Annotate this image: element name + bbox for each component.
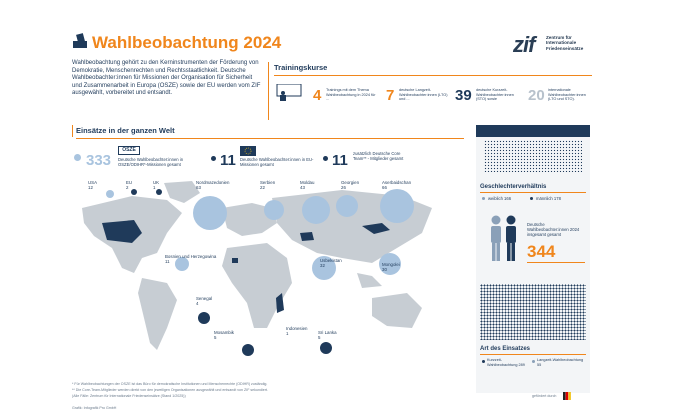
indonesia-shape [357, 273, 382, 288]
label-usbekistan: Usbekistan 32 [320, 258, 342, 268]
dot-grid-bottom [480, 284, 586, 340]
label-eu: EU 2 [126, 180, 133, 190]
label-aserbaidschan: Aserbaidschan 66 [382, 180, 412, 190]
bubble-srilanka [320, 342, 332, 354]
south-america-shape [138, 278, 177, 350]
male-dot-icon [530, 197, 533, 200]
bubble-legend-icon [74, 154, 81, 161]
stats-panel-header [476, 125, 590, 137]
credit: Grafik: Infografik Pro GmbH [72, 406, 117, 410]
training-text-1: Trainings mit dem Thema Wahlbeobachtung in 2024 für ... [326, 88, 376, 102]
long-dot-icon [532, 360, 535, 363]
label-senegal: Senegal 4 [196, 296, 213, 306]
stat-eu-text: Deutsche Wahlbeobachter:innen in EU-Missionen gesamt [240, 157, 314, 167]
intro-text: Wahlbeobachtung gehört zu den Kerninstrumenten der Förderung von Demokratie, Menschenrechten und Rechtsstaatlichkeit. Deutsche Wahlbeobachter:innen für Missionen der Organisation für Sicherheit und Zusammenarbeit in Europa (OSZE) sowie der EU werden vom ZIF ausgewählt, vorbereitet und entsandt. [72, 60, 261, 97]
africa-shape [222, 243, 292, 328]
female-dot-icon [482, 197, 485, 200]
australia-shape [372, 293, 422, 328]
label-uk: UK 1 [153, 180, 160, 190]
training-value-3: 39 [455, 87, 472, 104]
short-dot-icon [482, 360, 485, 363]
eu-flag-icon [240, 146, 256, 156]
dot-grid-top [484, 140, 582, 172]
divider-orange [268, 62, 269, 120]
short-term-count: Kurzzeit-Wahlbeobachtung 289 [487, 358, 525, 367]
stat-eu-value: 11 [220, 152, 236, 169]
ballot-box-icon [72, 33, 88, 49]
label-usa: USA 12 [88, 180, 98, 190]
training-icon [275, 84, 305, 102]
training-value-1: 4 [313, 87, 322, 104]
label-indonesien: Indonesien 1 [286, 326, 308, 336]
female-count: weiblich 166 [488, 196, 512, 201]
label-mongolei: Mongolei 30 [382, 262, 400, 272]
stat-osze-text: Deutsche Wahlbeobachter:innen in OSZE/ODIHR*-Missionen gesamt [118, 157, 184, 167]
people-icon [486, 214, 522, 264]
bubble-nordmazedonien [193, 196, 227, 230]
training-text-3: deutsche Kurzzeit-Wahlbeobachter:innen (STO) sowie [476, 88, 514, 102]
training-value-2: 7 [386, 87, 395, 104]
footnote-1: * Für Wahlbeobachtungen der OSZE ist das Büro für demokratische Institutionen und Menschenrechte (ODIHR) zuständig. [72, 382, 268, 386]
gender-underline [480, 192, 586, 193]
eu-dot-icon [211, 156, 216, 161]
label-moldau: Moldau 43 [300, 180, 315, 190]
stat-osze-value: 333 [86, 152, 112, 169]
label-serbien: Serbien 22 [260, 180, 276, 190]
label-srilanka: Sri Lanka 5 [318, 330, 337, 340]
einsaetze-heading: Einsätze in der ganzen Welt [76, 126, 175, 135]
stat-core-value: 11 [332, 152, 348, 169]
page-title: Wahlbeobachtung 2024 [92, 33, 282, 52]
total-underline [527, 262, 585, 263]
total-value: 344 [527, 242, 556, 261]
bubble-aserbaidschan [380, 189, 414, 223]
bubble-senegal [198, 312, 210, 324]
type-underline [480, 354, 586, 355]
gender-heading: Geschlechterverhältnis [480, 184, 547, 190]
label-bosnien: Bosnien und Herzegowina 11 [165, 254, 217, 264]
uzbekistan-highlight [300, 232, 314, 241]
training-value-4: 20 [528, 87, 545, 104]
zif-logo: zif [513, 32, 535, 57]
zif-logo-subtitle: Zentrum für Internationale Friedenseinsätze [546, 35, 584, 51]
osze-badge: OSZE [118, 146, 140, 155]
total-text: Deutsche Wahlbeobachter:innen 2024 insgesamt gesamt [527, 222, 580, 237]
type-heading: Art des Einsatzes [480, 346, 531, 352]
label-mosambik: Mosambik 5 [214, 330, 235, 340]
bubble-georgien [336, 195, 358, 217]
training-text-4: internationale Wahlbeobachter:innen (LTO und STO). [548, 88, 586, 102]
male-count: männlich 178 [536, 196, 561, 201]
long-term-count: Langzeit-Wahlbeobachtung 55 [537, 358, 584, 367]
footnote-2: ** Die Core-Team-Mitglieder werden direkt von den jeweiligen Organisationen ausgewählt und entsandt von ZIF sekundiert. [72, 388, 268, 392]
training-text-2: deutsche Langzeit-Wahlbeobachter:innen (LTO) und ... [399, 88, 448, 102]
bubble-moldau [302, 196, 330, 224]
footnote-3: (Alle Fälle: Zentrum für Internationale Friedenseinsätze (Stand 1/2025)) [72, 394, 186, 398]
bubble-usa [106, 190, 114, 198]
einsaetze-underline [76, 138, 464, 139]
funded-by: gefördert durch [532, 394, 557, 398]
einsaetze-marker [72, 125, 73, 137]
stat-core-text: zusätzlich Deutsche Core Team** - Mitglieder gesamt [353, 151, 404, 161]
bubble-serbien [264, 200, 284, 220]
greenland-shape [164, 181, 200, 203]
training-underline [274, 75, 592, 76]
label-georgien: Georgien 26 [341, 180, 360, 190]
senegal-highlight [232, 258, 238, 263]
bubble-mosambik [242, 344, 254, 356]
training-heading: Trainingskurse [274, 63, 328, 72]
world-map [72, 178, 468, 358]
core-dot-icon [323, 156, 328, 161]
label-nordmazedonien: Nordmazedonien 63 [196, 180, 230, 190]
federal-eagle-icon [563, 392, 571, 400]
